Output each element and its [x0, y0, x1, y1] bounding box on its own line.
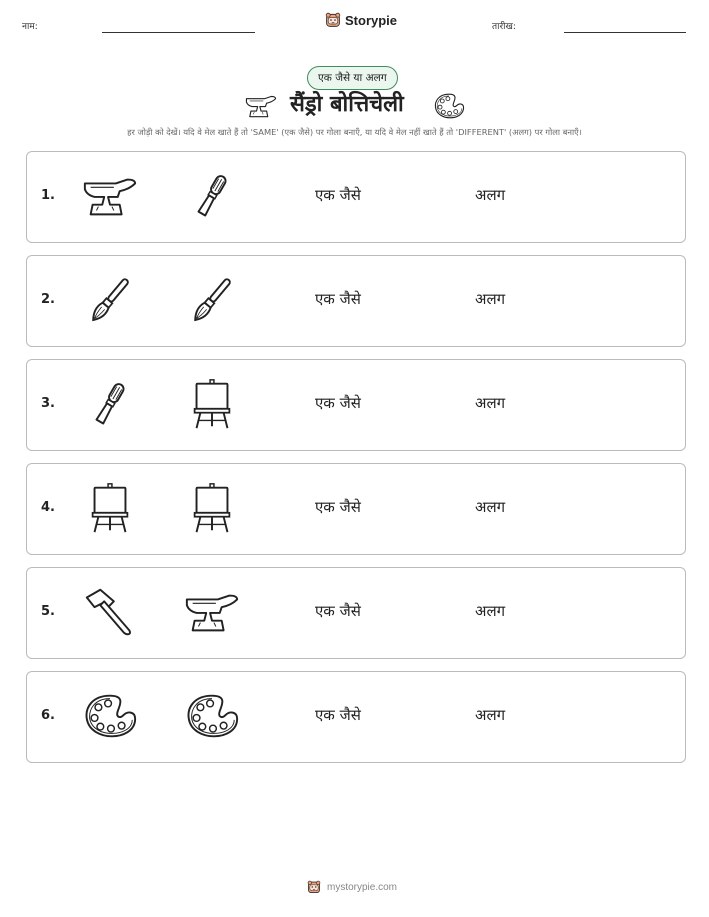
different-option[interactable]: अलग: [475, 706, 506, 724]
same-option[interactable]: एक जैसे: [315, 186, 361, 204]
page-title: सैंड्रो बोत्तिचेली: [290, 92, 404, 117]
palette-icon: [183, 689, 241, 743]
question-row: [26, 463, 686, 555]
question-row: [26, 671, 686, 763]
different-option[interactable]: अलग: [475, 290, 506, 308]
same-option[interactable]: एक जैसे: [315, 394, 361, 412]
anvil-icon: [183, 585, 241, 639]
hammer-icon: [81, 585, 139, 639]
question-number: 1.: [41, 188, 55, 203]
easel-icon: [81, 481, 139, 535]
same-option[interactable]: एक जैसे: [315, 706, 361, 724]
question-number: 2.: [41, 292, 55, 307]
question-number: 5.: [41, 604, 55, 619]
date-line[interactable]: [564, 32, 686, 33]
question-number: 6.: [41, 708, 55, 723]
palette-icon: [81, 689, 139, 743]
different-option[interactable]: अलग: [475, 394, 506, 412]
footer: [307, 880, 397, 894]
chisel-icon: [81, 377, 139, 431]
same-option[interactable]: एक जैसे: [315, 602, 361, 620]
same-option[interactable]: एक जैसे: [315, 498, 361, 516]
different-option[interactable]: अलग: [475, 498, 506, 516]
same-option[interactable]: एक जैसे: [315, 290, 361, 308]
chisel-icon: [183, 169, 241, 223]
question-number: 4.: [41, 500, 55, 515]
anvil-icon: [244, 92, 278, 120]
paintbrush-icon: [183, 273, 241, 327]
question-number: 3.: [41, 396, 55, 411]
palette-icon: [432, 92, 466, 120]
question-row: [26, 359, 686, 451]
worksheet-type-badge: एक जैसे या अलग: [307, 66, 398, 90]
brand-name: Storypie: [345, 12, 398, 28]
footer-url[interactable]: mystorypie.com: [327, 881, 398, 893]
question-row: [26, 567, 686, 659]
mascot-icon: [325, 12, 341, 28]
brand-logo: [325, 12, 397, 28]
name-line[interactable]: [102, 32, 255, 33]
instructions: हर जोड़ी को देखें। यदि वे मेल खाते हैं तो 'SAME' (एक जैसे) पर गोला बनाएँ, या यदि वे मेल नहीं खाते हैं तो 'DIFFERENT' (अलग) पर गोला बनाएँ।: [127, 127, 582, 137]
different-option[interactable]: अलग: [475, 186, 506, 204]
anvil-icon: [81, 169, 139, 223]
name-label: नाम:: [22, 22, 38, 32]
different-option[interactable]: अलग: [475, 602, 506, 620]
question-row: [26, 255, 686, 347]
easel-icon: [183, 377, 241, 431]
easel-icon: [183, 481, 241, 535]
date-label: तारीख:: [492, 22, 516, 32]
paintbrush-icon: [81, 273, 139, 327]
question-row: [26, 151, 686, 243]
mascot-icon: [307, 880, 321, 894]
